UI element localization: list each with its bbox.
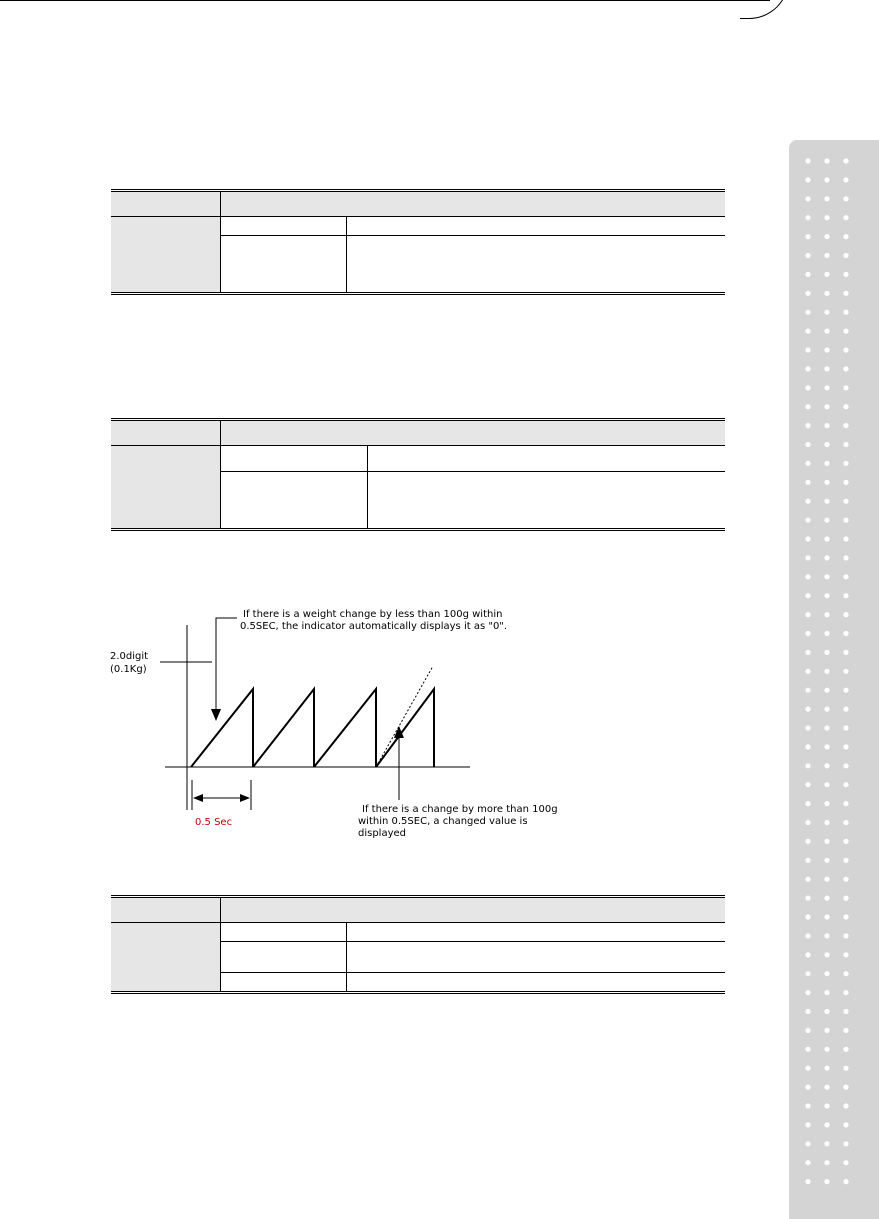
panel-dot: [843, 536, 848, 541]
panel-dot: [824, 555, 829, 560]
panel-dot: [843, 574, 848, 579]
panel-dot: [843, 196, 848, 201]
panel-dot: [843, 272, 848, 277]
panel-dot: [824, 1085, 829, 1090]
arrow-right-icon: [240, 794, 250, 802]
panel-dot: [805, 555, 810, 560]
panel-dot: [824, 385, 829, 390]
table-row: [221, 942, 725, 973]
panel-dot: [824, 574, 829, 579]
panel-dot: [843, 347, 848, 352]
panel-dot: [805, 820, 810, 825]
table-row: [221, 973, 725, 991]
panel-dot: [824, 177, 829, 182]
panel-dot: [805, 215, 810, 220]
panel-dot: [805, 291, 810, 296]
time-interval-label: 0.5 Sec: [195, 817, 233, 828]
panel-dot: [824, 442, 829, 447]
panel-dot: [805, 158, 810, 163]
panel-dot: [824, 952, 829, 957]
panel-dot: [824, 1122, 829, 1127]
panel-dot: [843, 499, 848, 504]
panel-dot: [824, 820, 829, 825]
panel-dot: [824, 725, 829, 730]
panel-dot: [805, 196, 810, 201]
table-header: [111, 421, 725, 446]
panel-dot: [843, 669, 848, 674]
panel-dot: [843, 291, 848, 296]
panel-dot: [843, 158, 848, 163]
panel-dot: [824, 763, 829, 768]
panel-dot: [805, 310, 810, 315]
panel-dot: [805, 1103, 810, 1108]
panel-dot: [824, 196, 829, 201]
panel-dot: [824, 971, 829, 976]
panel-dot: [805, 499, 810, 504]
panel-dot: [805, 272, 810, 277]
panel-dot: [843, 404, 848, 409]
top-rule: [0, 0, 770, 1]
panel-dot: [843, 215, 848, 220]
panel-dot: [805, 688, 810, 693]
panel-dot: [805, 707, 810, 712]
panel-dot: [805, 744, 810, 749]
panel-dot: [805, 593, 810, 598]
panel-dot: [805, 801, 810, 806]
panel-dot: [824, 291, 829, 296]
panel-dot: [824, 310, 829, 315]
panel-dot: [805, 990, 810, 995]
panel-dot: [843, 612, 848, 617]
panel-dot: [824, 669, 829, 674]
top-note-line-2: 0.5SEC, the indicator automatically displays it as "0".: [240, 621, 508, 632]
panel-dot: [805, 1160, 810, 1165]
panel-dot: [843, 461, 848, 466]
panel-dot: [805, 404, 810, 409]
panel-dot: [824, 329, 829, 334]
panel-dot: [843, 253, 848, 258]
panel-dot: [805, 877, 810, 882]
panel-dot: [805, 536, 810, 541]
settings-table-3: [111, 895, 725, 994]
panel-dot: [824, 1103, 829, 1108]
panel-dot: [805, 839, 810, 844]
panel-dot: [805, 177, 810, 182]
bottom-note-line-3: displayed: [358, 828, 407, 839]
panel-dot: [843, 234, 848, 239]
panel-dot: [843, 914, 848, 919]
panel-dot: [805, 1009, 810, 1014]
arrow-down-icon: [211, 709, 221, 721]
panel-dot: [824, 1009, 829, 1014]
panel-dot: [805, 914, 810, 919]
panel-dot: [843, 650, 848, 655]
panel-dot: [824, 1066, 829, 1071]
panel-dot: [824, 839, 829, 844]
panel-dot: [843, 1103, 848, 1108]
panel-dot: [824, 480, 829, 485]
panel-dot: [805, 1179, 810, 1184]
panel-dot: [805, 1028, 810, 1033]
panel-dot: [843, 1122, 848, 1127]
panel-dot: [824, 347, 829, 352]
arrow-left-icon: [193, 794, 203, 802]
panel-dot: [843, 1179, 848, 1184]
panel-dot: [824, 1028, 829, 1033]
panel-dot: [824, 744, 829, 749]
panel-dot: [824, 499, 829, 504]
panel-dot: [843, 423, 848, 428]
panel-dot: [805, 1066, 810, 1071]
panel-dot: [843, 1141, 848, 1146]
panel-dot: [824, 933, 829, 938]
panel-dot: [824, 158, 829, 163]
panel-dot: [824, 272, 829, 277]
panel-dot: [843, 593, 848, 598]
panel-dot: [824, 461, 829, 466]
panel-dot: [805, 1085, 810, 1090]
panel-dot: [824, 215, 829, 220]
table-row: [221, 217, 725, 236]
panel-dot: [843, 366, 848, 371]
panel-dot: [824, 536, 829, 541]
panel-dot: [805, 933, 810, 938]
panel-dot: [843, 480, 848, 485]
bottom-note-line-1: If there is a change by more than 100g: [362, 804, 558, 815]
panel-dot: [843, 1009, 848, 1014]
table-row: [221, 236, 725, 292]
panel-dot: [843, 763, 848, 768]
table-row: [221, 446, 725, 472]
panel-dot: [824, 801, 829, 806]
table-header: [111, 898, 725, 923]
panel-dot: [805, 461, 810, 466]
table-row: [221, 923, 725, 942]
panel-dot: [805, 782, 810, 787]
panel-dot: [824, 688, 829, 693]
panel-dot: [824, 253, 829, 258]
settings-table-1: [111, 189, 725, 295]
panel-dot: [805, 366, 810, 371]
top-note-line-1: If there is a weight change by less than 100g within: [243, 609, 503, 620]
panel-dot: [843, 877, 848, 882]
panel-dot: [824, 858, 829, 863]
panel-dot: [824, 1179, 829, 1184]
panel-dot: [824, 234, 829, 239]
panel-dot: [843, 442, 848, 447]
panel-dot: [805, 612, 810, 617]
panel-dot: [805, 1047, 810, 1052]
panel-dot: [824, 650, 829, 655]
top-callout-line: [216, 618, 237, 710]
panel-dot: [824, 593, 829, 598]
panel-dot: [843, 839, 848, 844]
panel-dot: [824, 404, 829, 409]
panel-dot: [805, 763, 810, 768]
panel-dot: [824, 612, 829, 617]
panel-dot: [824, 1047, 829, 1052]
panel-dot: [843, 820, 848, 825]
panel-dot: [824, 990, 829, 995]
settings-table-2: [111, 418, 725, 531]
panel-dot: [843, 1047, 848, 1052]
panel-dot: [805, 1141, 810, 1146]
panel-dot: [843, 801, 848, 806]
panel-dot: [824, 423, 829, 428]
panel-dot: [843, 707, 848, 712]
page-corner-curve: [740, 0, 789, 19]
digit-kg-label: (0.1Kg): [110, 664, 147, 675]
side-dot-panel: [789, 140, 879, 1219]
table-label-cell: [111, 446, 221, 528]
panel-dot: [843, 177, 848, 182]
panel-dot: [843, 725, 848, 730]
panel-dot: [843, 1066, 848, 1071]
panel-dot: [805, 347, 810, 352]
panel-dot: [805, 423, 810, 428]
panel-dot: [805, 518, 810, 523]
panel-dot: [805, 669, 810, 674]
table-header: [111, 192, 725, 217]
panel-dot: [805, 574, 810, 579]
table-label-cell: [111, 217, 221, 292]
panel-dot: [824, 896, 829, 901]
panel-dot: [843, 782, 848, 787]
panel-dot: [843, 688, 848, 693]
panel-dot: [805, 442, 810, 447]
panel-dot: [805, 952, 810, 957]
panel-dot: [805, 971, 810, 976]
panel-dot: [843, 952, 848, 957]
panel-dot: [824, 1160, 829, 1165]
panel-dot: [824, 707, 829, 712]
panel-dot: [805, 631, 810, 636]
panel-dot: [843, 518, 848, 523]
panel-dot: [805, 858, 810, 863]
panel-dot: [843, 385, 848, 390]
panel-dot: [805, 725, 810, 730]
panel-dot: [843, 310, 848, 315]
panel-dot: [824, 1141, 829, 1146]
panel-dot: [805, 329, 810, 334]
panel-dot: [843, 933, 848, 938]
panel-dot: [843, 971, 848, 976]
panel-dot: [843, 1160, 848, 1165]
digit-label: 2.0digit: [110, 651, 149, 662]
panel-dot: [843, 990, 848, 995]
panel-dot: [805, 480, 810, 485]
panel-dot: [843, 555, 848, 560]
dot-pattern: [789, 140, 879, 1219]
panel-dot: [805, 650, 810, 655]
table-row: [221, 472, 725, 528]
panel-dot: [843, 1085, 848, 1090]
panel-dot: [824, 631, 829, 636]
bottom-note-line-2: within 0.5SEC, a changed value is: [358, 816, 528, 827]
panel-dot: [824, 782, 829, 787]
panel-dot: [805, 896, 810, 901]
panel-dot: [843, 858, 848, 863]
panel-dot: [805, 253, 810, 258]
panel-dot: [843, 896, 848, 901]
panel-dot: [805, 1122, 810, 1127]
steep-change-line: [376, 666, 433, 767]
panel-dot: [824, 914, 829, 919]
panel-dot: [843, 1028, 848, 1033]
table-label-cell: [111, 923, 221, 991]
panel-dot: [824, 877, 829, 882]
panel-dot: [805, 234, 810, 239]
panel-dot: [843, 631, 848, 636]
panel-dot: [824, 518, 829, 523]
panel-dot: [824, 366, 829, 371]
panel-dot: [843, 744, 848, 749]
panel-dot: [843, 329, 848, 334]
panel-dot: [805, 385, 810, 390]
